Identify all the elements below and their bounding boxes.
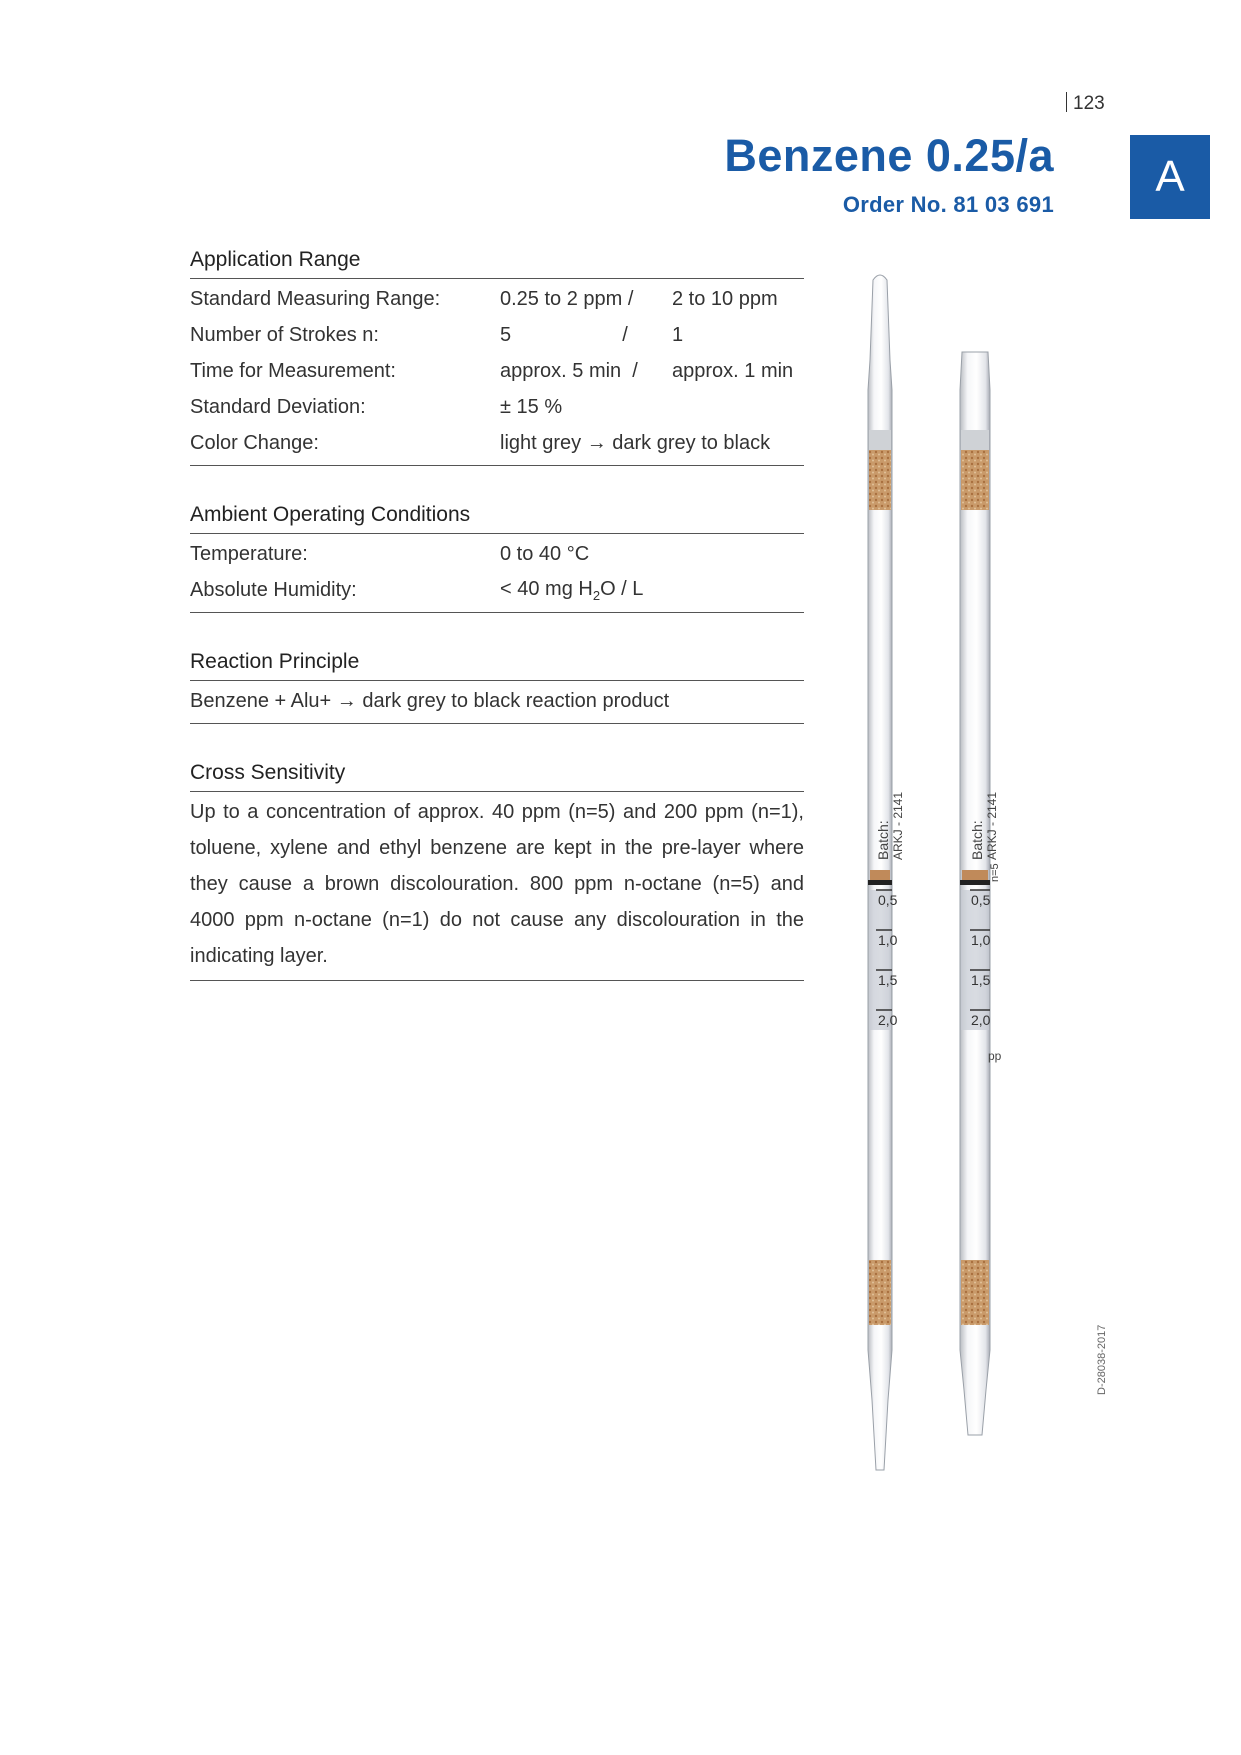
reaction-principle-section [190,650,804,724]
row-label: Time for Measurement: [190,359,396,382]
row-value-secondary: approx. 1 min [672,359,794,382]
scale-label: 0,5 [878,892,898,908]
page-number: 123 [1066,92,1105,115]
tube-left [868,275,905,1470]
scale-label: 0,5 [971,892,991,908]
application-range-row [190,353,804,389]
page-title: Benzene 0.25/a [724,130,1054,181]
scale-label: 1,5 [971,972,991,988]
row-value: 0 to 40 °C [500,542,590,565]
section-title: Application Range [190,248,804,279]
row-value-secondary: 2 to 10 ppm [672,287,778,310]
section-title: Cross Sensitivity [190,761,804,792]
tubes-illustration [820,270,1080,1510]
scale-label: 2,0 [971,1012,991,1028]
row-label: Temperature: [190,542,308,565]
section-title: Reaction Principle [190,650,804,681]
content-sections [190,248,804,1018]
row-label: Color Change: [190,431,319,454]
strokes-label: n=5 [989,863,1001,882]
row-value: 5 / [500,323,628,346]
row-value: approx. 5 min / [500,359,638,382]
temperature-row [190,536,804,572]
row-value: ± 15 % [500,395,563,418]
row-label: Standard Deviation: [190,395,366,418]
row-value-secondary: 1 [672,323,684,346]
application-range-row [190,317,804,353]
ambient-conditions-section [190,503,804,613]
application-range-row [190,389,804,425]
reaction-text: Benzene + Alu+ → dark grey to black reaction product [190,689,670,712]
row-label: Number of Strokes n: [190,323,379,346]
row-label: Standard Measuring Range: [190,287,441,310]
row-value: 0.25 to 2 ppm / [500,287,634,310]
scale-label: 1,0 [971,932,991,948]
order-number: Order No. 81 03 691 [842,192,1054,217]
batch-code: ARKJ - 2141 [985,791,999,860]
unit-label: pp [988,1049,1002,1063]
detector-tubes-photo [820,270,1080,1510]
cross-sensitivity-text: Up to a concentration of approx. 40 ppm (n=5) and 200 ppm (n=1), toluene, xylene and ethyl benzene are kept in the pre-layer where they cause a brown discolouration. 800 ppm n-octane (n=5) and 4000 ppm n-octane (n=1) do not cause any discolouration in the indicating layer. [190,801,804,967]
batch-label: Batch: [875,820,891,860]
row-value: < 40 mg $H_2O$ / L [500,577,644,603]
application-range-section [190,248,804,466]
application-range-row [190,425,804,461]
batch-code: ARKJ - 2141 [891,791,905,860]
scale-label: 1,5 [878,972,898,988]
section-tab: A [1130,135,1210,219]
row-label: Absolute Humidity: [190,578,357,601]
batch-label: Batch: [969,820,985,860]
cross-sensitivity-section [190,761,804,981]
row-value: light grey → dark grey to black [500,431,771,454]
section-title: Ambient Operating Conditions [190,503,804,534]
application-range-row [190,281,804,317]
tube-right [960,352,1002,1435]
image-code: D-28038-2017 [1096,1324,1108,1395]
humidity-row [190,572,804,608]
scale-label: 2,0 [878,1012,898,1028]
scale-label: 1,0 [878,932,898,948]
